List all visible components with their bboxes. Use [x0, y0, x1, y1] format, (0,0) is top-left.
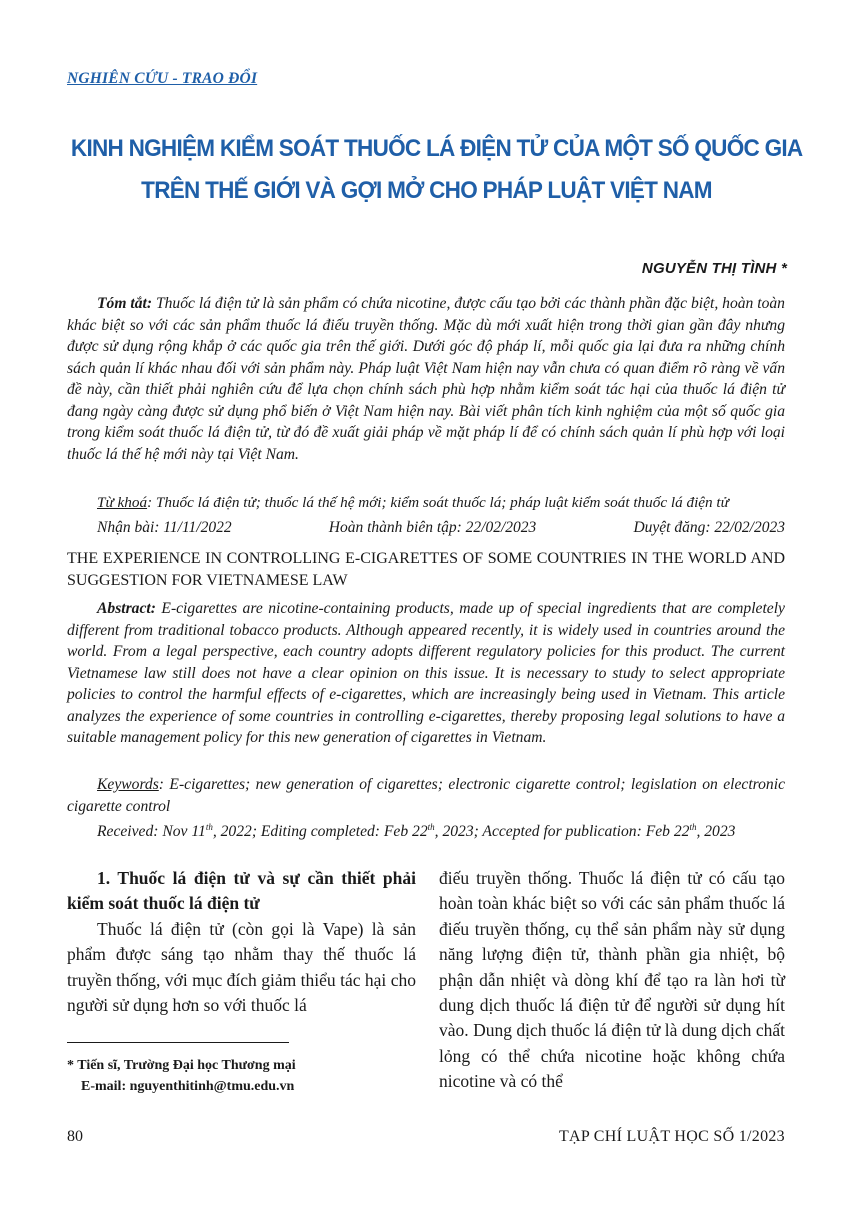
accepted-sup: th	[689, 822, 697, 832]
edited-en: , 2022; Editing completed: Feb 22	[212, 823, 428, 841]
accepted-year-en: , 2023	[696, 823, 736, 841]
footnote-email: E-mail: nguyenthitinh@tmu.edu.vn	[81, 1079, 295, 1094]
keywords-vi	[97, 494, 729, 512]
edited-date-vi: Hoàn thành biên tập: 22/02/2023	[328, 519, 537, 536]
footnote-affiliation: * Tiến sĩ, Trường Đại học Thương mại	[67, 1058, 296, 1073]
keywords-vi-text: : Thuốc lá điện tử; thuốc lá thế hệ mới; kiểm soát thuốc lá; pháp luật kiểm soát thuốc lá điện tử	[147, 494, 729, 511]
abstract-label: Abstract:	[97, 600, 156, 617]
body-column-right	[439, 866, 785, 1095]
keywords-vi-label: Từ khoá	[97, 494, 148, 511]
keywords-en	[67, 774, 785, 817]
accepted-en: , 2023; Accepted for publication: Feb 22	[434, 823, 690, 841]
section-heading: 1. Thuốc lá điện tử và sự cần thiết phải kiểm soát thuốc lá điện tử	[67, 868, 416, 914]
keywords-en-text: : E-cigarettes; new generation of cigarettes; electronic cigarette control; legislation on electronic cigarette control	[67, 776, 785, 815]
body-column-left	[67, 866, 416, 1018]
received-en: Received: Nov 11	[97, 823, 206, 841]
summary-label: Tóm tắt:	[97, 295, 153, 312]
english-title: THE EXPERIENCE IN CONTROLLING E-CIGARETTES OF SOME COUNTRIES IN THE WORLD AND SUGGESTION FOR VIETNAMESE LAW	[67, 550, 785, 589]
dates-vi	[97, 519, 785, 537]
received-sup: th	[205, 822, 213, 832]
article-title-line-1: KINH NGHIỆM KIỂM SOÁT THUỐC LÁ ĐIỆN TỬ CỦA MỘT SỐ QUỐC GIA	[70, 135, 803, 162]
footnote	[67, 1055, 296, 1097]
body-paragraph-left: Thuốc lá điện tử (còn gọi là Vape) là sản phẩm được sáng tạo nhằm thay thế thuốc lá truyền thống, với mục đích giảm thiểu tác hại cho người sử dụng hơn so với thuốc lá	[67, 918, 416, 1016]
abstract-en	[67, 598, 785, 749]
journal-name: TẠP CHÍ LUẬT HỌC SỐ 1/2023	[558, 1128, 785, 1145]
keywords-en-label: Keywords	[97, 776, 159, 793]
author-name: NGUYỄN THỊ TÌNH *	[641, 260, 787, 277]
dates-en	[97, 822, 735, 841]
edited-sup: th	[427, 822, 435, 832]
abstract-text: E-cigarettes are nicotine-containing products, made up of special ingredients that are completely different from traditional tobacco products. Although appeared recently, it is widely used in countries around the world. From a legal perspective, each country adopts different regulatory policies for this product. The current Vietnamese law still does not have a clear opinion on this issue. It is necessary to study to select appropriate policies to control the harmful effects of e-cigarettes, which are increasingly being used in Vietnam. This article analyzes the experience of some countries in controlling e-cigarettes, thereby proposing legal solutions to have a suitable management policy for this new generation of cigarettes in Vietnam.	[67, 600, 785, 746]
received-date-vi: Nhận bài: 11/11/2022	[97, 519, 232, 536]
article-title-line-2: TRÊN THẾ GIỚI VÀ GỢI MỞ CHO PHÁP LUẬT VIỆT NAM	[141, 177, 712, 204]
section-label: NGHIÊN CỨU - TRAO ĐỔI	[67, 70, 258, 87]
summary-vi	[67, 293, 785, 465]
summary-text: Thuốc lá điện tử là sản phẩm có chứa nicotine, được cấu tạo bởi các thành phần đặc biệt, hoàn toàn khác biệt so với các sản phẩm thuốc lá điếu truyền thống. Mặc dù mới xuất hiện trong thời gian gần đây nhưng được sử dụng rộng khắp ở các quốc gia trên thế giới. Dưới góc độ pháp lí, mỗi quốc gia lại đưa ra những chính sách quản lí khác nhau đối với sản phẩm này. Pháp luật Việt Nam hiện nay vẫn chưa có quan điểm rõ ràng về vấn đề này, cần thiết phải nghiên cứu để lựa chọn chính sách phù hợp nhằm kiểm soát tác hại của thuốc lá điện tử đang ngày càng được sử dụng phổ biến ở Việt Nam hiện nay. Bài viết phân tích kinh nghiệm của một số quốc gia trong kiểm soát thuốc lá điện tử, từ đó đề xuất giải pháp về mặt pháp lí để có chính sách quản lí phù hợp với loại thuốc lá thế hệ mới này tại Việt Nam.	[67, 295, 785, 463]
page-number: 80	[67, 1128, 83, 1145]
accepted-date-vi: Duyệt đăng: 22/02/2023	[633, 519, 785, 536]
body-paragraph-right: điếu truyền thống. Thuốc lá điện tử có cấu tạo hoàn toàn khác biệt so với các sản phẩm thuốc lá điếu truyền thống, cụ thể sản phẩm này sử dụng năng lượng điện tử, thành phần gia nhiệt, bộ phận dẫn nhiệt và dòng khí để tạo ra làn hơi từ dung dịch thuốc lá điện tử để người sử dụng hít vào. Dung dịch thuốc lá điện tử là dung dịch chất lỏng có thể chứa nicotine hoặc không chứa nicotine và có thể	[439, 868, 785, 1092]
footnote-divider	[67, 1042, 289, 1043]
